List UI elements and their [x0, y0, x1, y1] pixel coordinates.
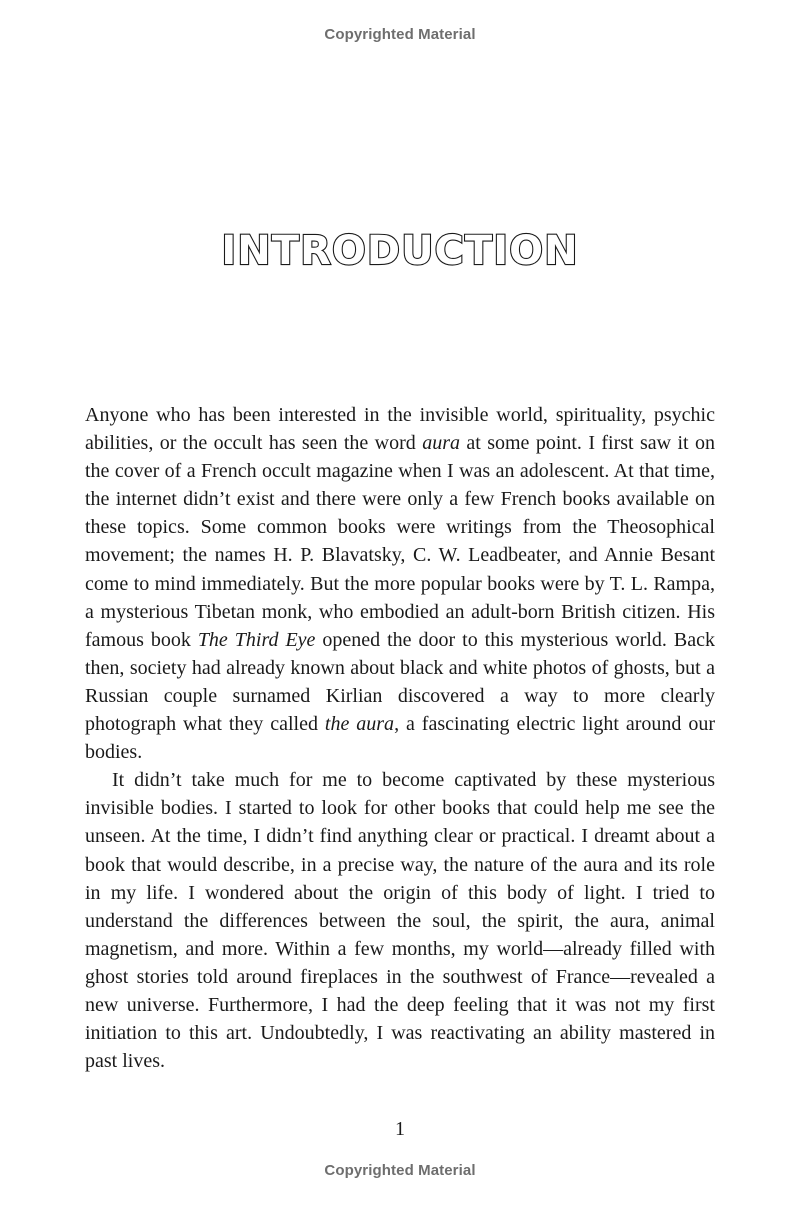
body-text — [85, 401, 715, 1075]
book-title-third-eye: The Third Eye — [197, 628, 316, 651]
page-number: 1 — [395, 1118, 405, 1140]
copyright-watermark-top: Copyrighted Material — [324, 26, 476, 43]
paragraph-1-text-c: opened the door to this mysterious world. Back then, society had already known about black and white photos of ghosts, but a Russian couple surnamed Kirlian discovered a way to more clearly photograph what they called — [85, 628, 715, 736]
copyright-watermark-bottom: Copyrighted Material — [324, 1162, 476, 1179]
paragraph-2: It didn’t take much for me to become captivated by these mysterious invisible bodies. I started to look for other books that could help me see the unseen. At the time, I didn’t find anything clear or practical. I dreamt about a book that would describe, in a precise way, the nature of the aura and its role in my life. I wondered about the origin of this body of light. I tried to understand the differences between the soul, the spirit, the aura, animal magnetism, and more. Within a few months, my world—already filled with ghost stories told around fireplaces in the southwest of France—revealed a new universe. Furthermore, I had the deep feeling that it was not my first initiation to this art. Undoubtedly, I was reactivating an ability mastered in past lives. — [85, 769, 715, 1073]
term-the-aura: the aura — [324, 713, 395, 736]
paragraph-1-text-a: Anyone who has been interested in the invisible world, spirituality, psychic abilities, or the occult has seen the word — [85, 404, 715, 455]
chapter-title: INTRODUCTION — [221, 228, 579, 274]
paragraph-1 — [85, 401, 715, 766]
term-aura: aura — [422, 432, 460, 455]
paragraph-1-text-d: , a fascinating electric light around our bodies. — [85, 713, 716, 764]
paragraph-1-text-b: at some point. I first saw it on the cover of a French occult magazine when I was an adolescent. At that time, the internet didn’t exist and there were only a few French books available on these topics. Some common books were writings from the Theosophical movement; the names H. P. Blavatsky, C. W. Leadbeater, and Annie Besant come to mind immediately. But the more popular books were by T. L. Rampa, a mysterious Tibetan monk, who embodied an adult-born British citizen. His famous book — [85, 432, 716, 651]
